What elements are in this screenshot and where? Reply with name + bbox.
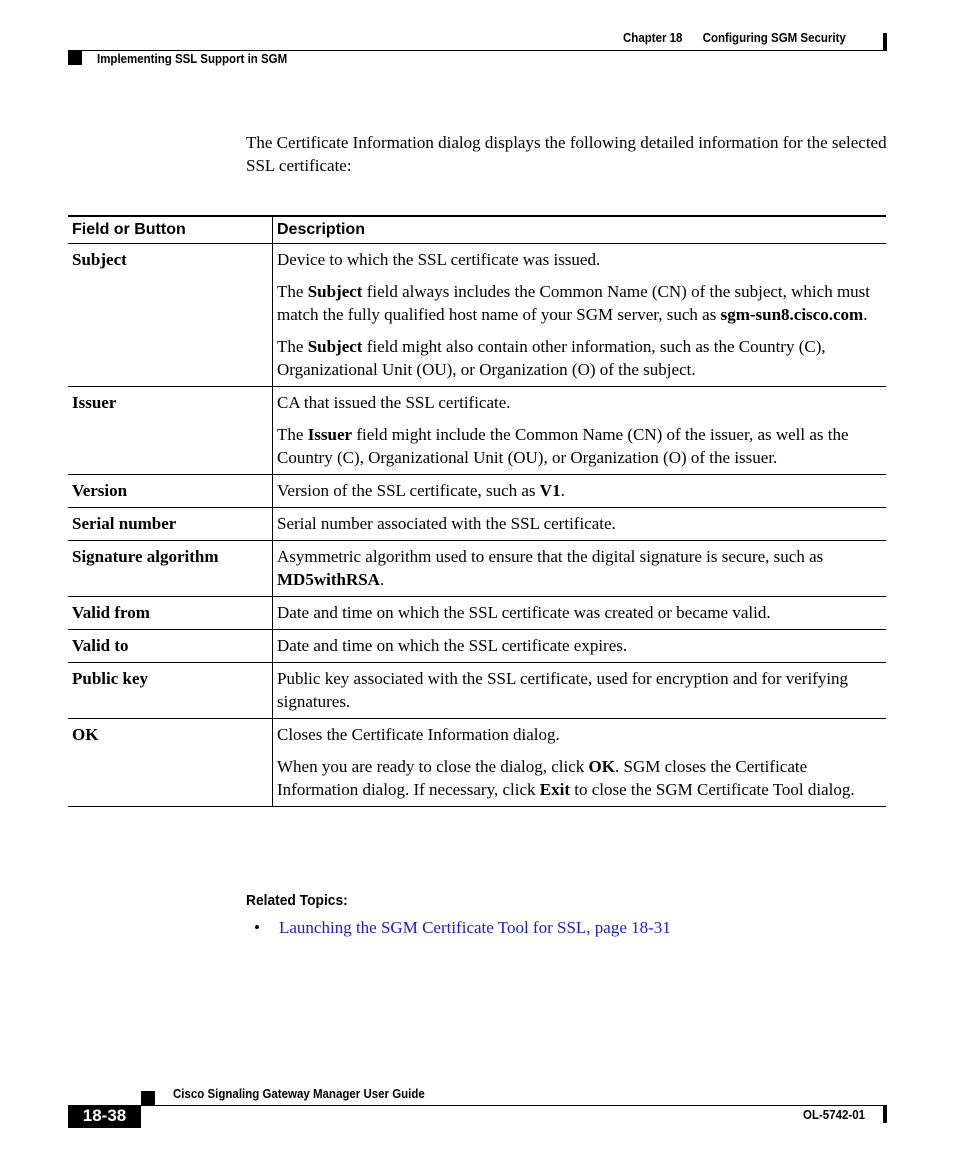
text-run: Serial number associated with the SSL certificate. [277,514,616,533]
certificate-fields-table [68,215,886,807]
description-cell [273,541,887,597]
description-cell [273,244,887,387]
footer-rule [141,1105,887,1106]
bold-term: sgm-sun8.cisco.com [720,305,864,324]
table-row [68,597,886,630]
footer-guide-title: Cisco Signaling Gateway Manager User Guide [173,1087,425,1101]
field-name-cell: Issuer [68,387,273,475]
text-run: . [863,305,868,324]
bold-term: Subject [307,337,363,356]
text-run: When you are ready to close the dialog, click [277,757,589,776]
text-run: The [277,425,308,444]
description-paragraph [277,512,882,535]
field-name-cell: Serial number [68,508,273,541]
description-paragraph [277,479,882,502]
running-header-chapter [623,31,846,45]
column-header-field: Field or Button [68,216,273,244]
text-run: The [277,282,308,301]
table-row [68,630,886,663]
description-paragraph [277,280,882,326]
text-run: . SGM closes the Certificate Information dialog. If necessary, click [277,757,808,799]
description-cell [273,508,887,541]
text-run: Version of the SSL certificate, such as [277,481,540,500]
table-body [68,244,886,807]
text-run: Device to which the SSL certificate was issued. [277,250,601,269]
text-run: Public key associated with the SSL certificate, used for encryption and for verifying signatures. [277,669,849,711]
description-paragraph [277,391,882,414]
description-paragraph [277,667,882,713]
running-header-section: Implementing SSL Support in SGM [97,52,288,66]
field-name-cell: Signature algorithm [68,541,273,597]
description-paragraph [277,601,882,624]
bold-term: MD5withRSA [277,570,380,589]
field-name-cell: Version [68,475,273,508]
description-cell [273,719,887,807]
chapter-title: Configuring SGM Security [702,31,846,45]
description-paragraph [277,755,882,801]
header-rule [68,50,887,51]
header-square-marker [68,51,82,65]
text-run: CA that issued the SSL certificate. [277,393,511,412]
text-run: . [560,481,565,500]
field-name-cell: Valid to [68,630,273,663]
text-run: Date and time on which the SSL certificate expires. [277,636,628,655]
bold-term: OK [588,757,615,776]
text-run: . [379,570,385,589]
table-row [68,508,886,541]
text-run: The [277,337,308,356]
description-cell [273,630,887,663]
description-paragraph [277,545,882,591]
bold-term: V1 [539,481,561,500]
footer-bar-marker [883,1106,887,1123]
table-row [68,475,886,508]
description-paragraph [277,248,882,271]
text-run: to close the SGM Certificate Tool dialog. [570,780,855,799]
description-paragraph [277,634,882,657]
field-name-cell: OK [68,719,273,807]
text-run: field might include the Common Name (CN) of the issuer, as well as the Country (C), Organizational Unit (OU), or Organization (O) of the issuer. [277,425,849,467]
intro-paragraph: The Certificate Information dialog displays the following detailed information for the selected SSL certificate: [246,133,887,175]
description-cell [273,663,887,719]
text-run: Date and time on which the SSL certificate was created or became valid. [277,603,771,622]
related-topic-item [254,918,671,938]
field-name-cell: Valid from [68,597,273,630]
description-paragraph [277,723,882,746]
bold-term: Subject [307,282,363,301]
description-cell [273,597,887,630]
table-header-row [68,216,886,244]
description-paragraph [277,423,882,469]
chapter-number: Chapter 18 [623,31,683,45]
description-cell [273,475,887,508]
text-run: field might also contain other information, such as the Country (C), Organizational Unit (OU), or Organization (O) of the subject. [277,337,826,379]
table-row [68,719,886,807]
related-topics-heading: Related Topics: [246,892,348,909]
field-name-cell: Public key [68,663,273,719]
bullet-glyph: • [254,918,260,937]
table-row [68,244,886,387]
text-run: Asymmetric algorithm used to ensure that the digital signature is secure, such as [277,547,824,566]
description-paragraph [277,335,882,381]
text-run: Closes the Certificate Information dialog. [277,725,560,744]
header-bar-marker [883,33,887,50]
text-run: field always includes the Common Name (CN) of the subject, which must match the fully qualified host name of your SGM server, such as [277,282,871,324]
bold-term: Issuer [307,425,353,444]
column-header-description: Description [273,216,887,244]
table-row [68,387,886,475]
footer-doc-number: OL-5742-01 [803,1108,866,1122]
field-name-cell: Subject [68,244,273,387]
footer-square-marker [141,1091,155,1105]
table-row [68,663,886,719]
bold-term: Exit [539,780,571,799]
description-cell [273,387,887,475]
table-row [68,541,886,597]
page-number: 18-38 [82,1106,127,1125]
related-topic-link[interactable]: Launching the SGM Certificate Tool for SSL, page 18-31 [279,918,671,937]
